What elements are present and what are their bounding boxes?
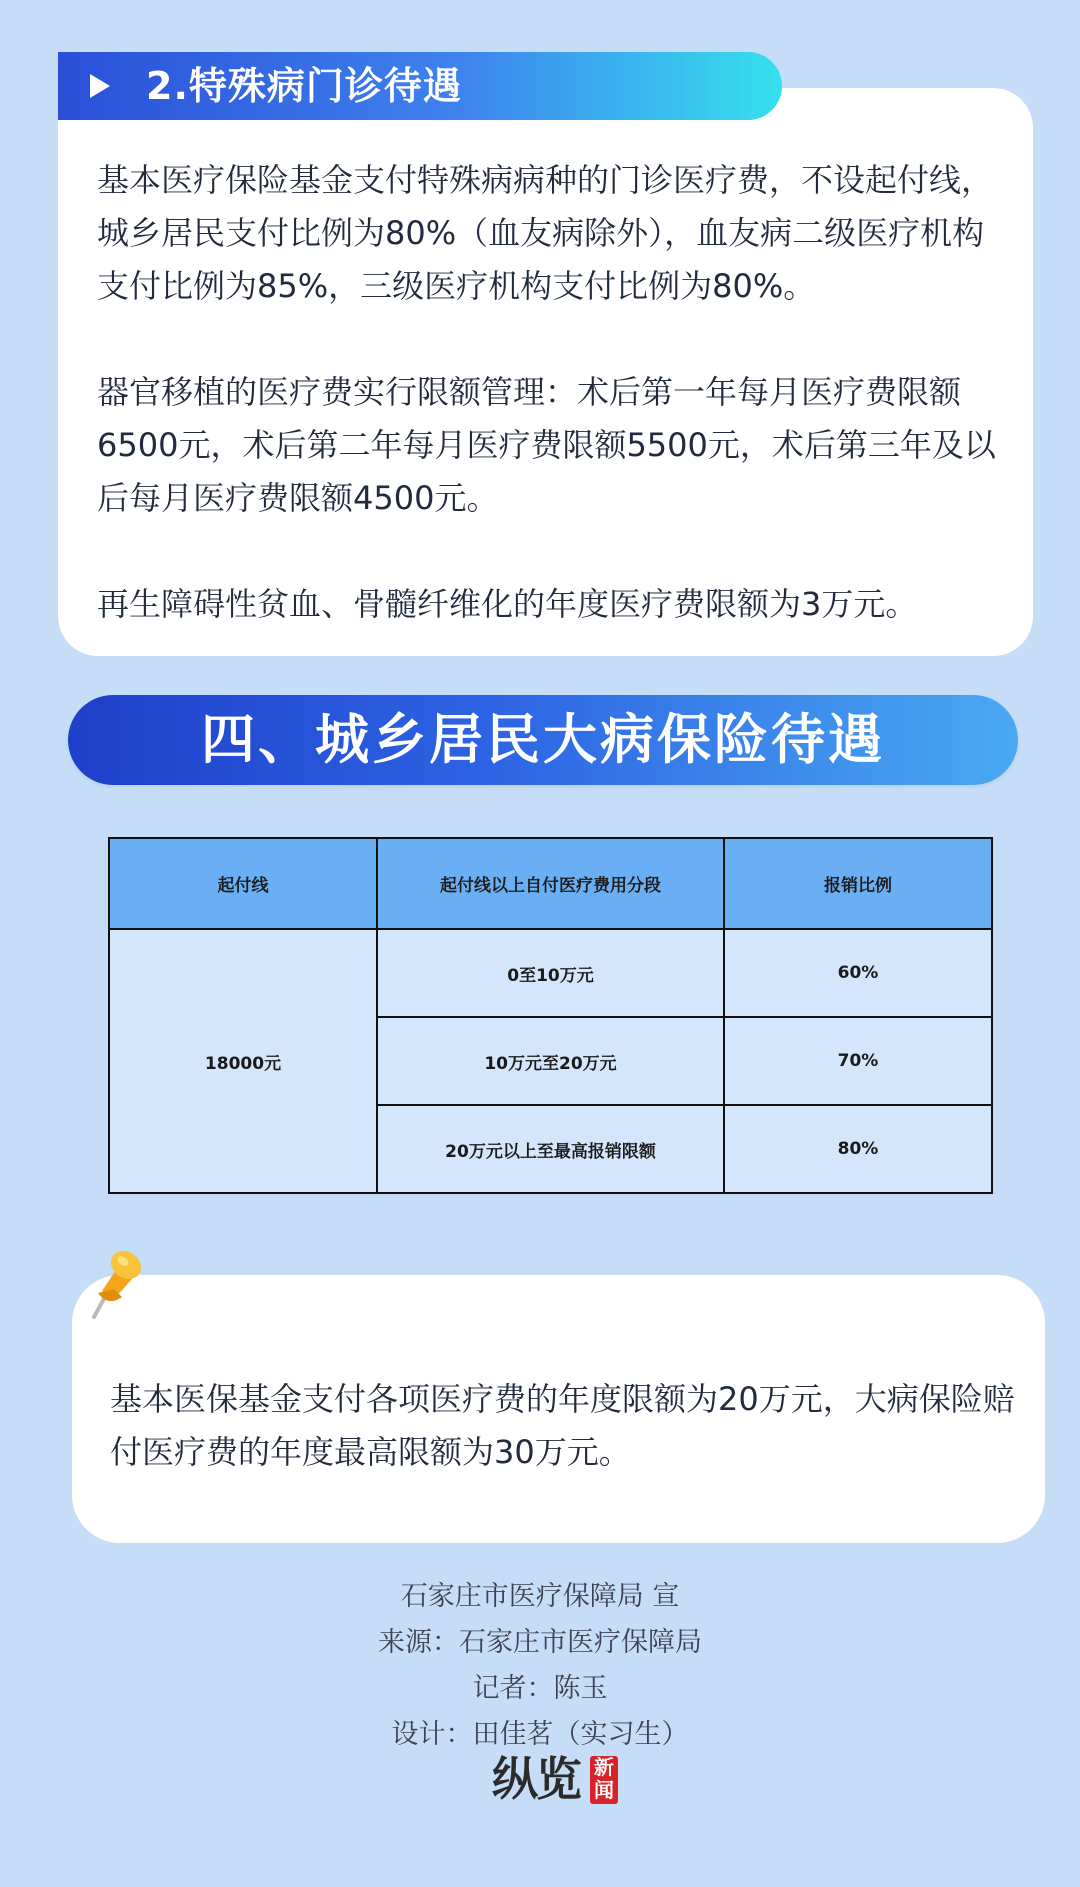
- annual-limit-note-card: [72, 1275, 1045, 1543]
- credits: [0, 1574, 1080, 1758]
- header-ratio: 报销比例: [724, 838, 992, 929]
- section-4-title: 四、城乡居民大病保险待遇: [201, 708, 885, 771]
- credit-designer: 设计：田佳茗（实习生）: [391, 1719, 689, 1750]
- credit-source: 来源：石家庄市医疗保障局: [378, 1627, 702, 1658]
- logo-text: 纵览: [492, 1752, 580, 1806]
- segment-cell: 0至10万元: [377, 929, 724, 1017]
- section-2-title: 2.特殊病门诊待遇: [146, 64, 462, 108]
- section-4-banner: [68, 695, 1018, 785]
- annual-limit-text: 基本医保基金支付各项医疗费的年度限额为20万元，大病保险赔付医疗费的年度最高限额为30万元。: [110, 1380, 1015, 1471]
- zonglan-news-logo: [492, 1752, 626, 1806]
- paragraph-organ-transplant: 器官移植的医疗费实行限额管理：术后第一年每月医疗费限额6500元，术后第二年每月医疗费限额5500元，术后第三年及以后每月医疗费限额4500元。: [97, 373, 996, 517]
- play-triangle-icon: [90, 74, 110, 98]
- credit-publisher: 石家庄市医疗保障局 宣: [400, 1581, 680, 1612]
- segment-cell: 20万元以上至最高报销限额: [377, 1105, 724, 1193]
- paragraph-payment-ratio: 基本医疗保险基金支付特殊病病种的门诊医疗费，不设起付线，城乡居民支付比例为80%（血友病除外），血友病二级医疗机构支付比例为85%，三级医疗机构支付比例为80%。: [97, 161, 994, 305]
- ratio-cell: 80%: [724, 1105, 992, 1193]
- ratio-cell: 70%: [724, 1017, 992, 1105]
- logo-stamp: 新闻: [590, 1756, 618, 1804]
- header-threshold: 起付线: [109, 838, 377, 929]
- special-disease-card: [58, 88, 1033, 656]
- table-header-row: [109, 838, 992, 929]
- serious-illness-table: [108, 837, 993, 1194]
- table-row: [109, 929, 992, 1017]
- section-2-header: [58, 52, 782, 120]
- threshold-cell: 18000元: [109, 929, 377, 1193]
- pushpin-icon: [88, 1245, 148, 1323]
- paragraph-anemia-limit: 再生障碍性贫血、骨髓纤维化的年度医疗费限额为3万元。: [97, 585, 918, 623]
- ratio-cell: 60%: [724, 929, 992, 1017]
- segment-cell: 10万元至20万元: [377, 1017, 724, 1105]
- header-segment: 起付线以上自付医疗费用分段: [377, 838, 724, 929]
- credit-reporter: 记者：陈玉: [472, 1673, 608, 1704]
